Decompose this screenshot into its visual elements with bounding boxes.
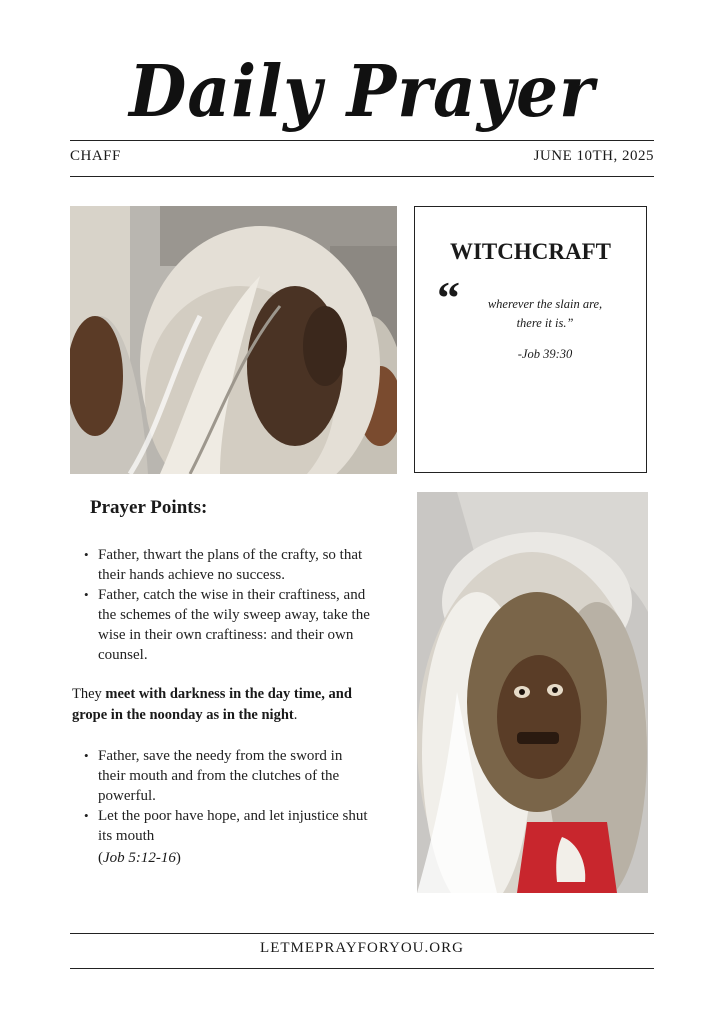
darkness-paragraph (72, 684, 372, 726)
footer-bottom-rule (70, 968, 654, 969)
ref-open: ( (98, 850, 103, 866)
masked-figure-portrait-photo (417, 492, 648, 893)
list-item: • Father, thwart the plans of the crafty, so that their hands achieve no success. (70, 545, 380, 585)
quote-line-1: wherever the slain are, (487, 297, 603, 311)
para-prefix: They (72, 686, 106, 702)
para-suffix: . (293, 707, 298, 723)
list-item: • Father, save the needy from the sword in their mouth and from the clutches of the powerful. (70, 746, 370, 806)
quote-reference: -Job 39:30 (517, 347, 573, 361)
footer-top-rule (70, 933, 654, 934)
scripture-reference (70, 848, 181, 868)
masked-figures-photo (70, 206, 397, 474)
feature-quote (475, 295, 615, 333)
prayer-points-heading: Prayer Points: (90, 497, 208, 518)
ref-close: ) (175, 850, 181, 866)
header-date: JUNE 10TH, 2025 (533, 148, 654, 164)
list-item: • Let the poor have hope, and let injustice shut its mouth (70, 806, 370, 846)
quote-line-2: there it is.” (516, 316, 574, 330)
prayer-points-list-a (70, 545, 380, 665)
page-title: Daily Prayer (129, 48, 595, 134)
feature-title: WITCHCRAFT (449, 239, 611, 264)
header-top-rule (70, 140, 654, 141)
para-bold: meet with darkness in the day time, and grope in the noonday as in the night (72, 686, 352, 723)
footer-website-link[interactable]: LETMEPRAYFORYOU.ORG (260, 940, 464, 956)
quote-mark-icon: “ (437, 272, 460, 323)
list-item: • Father, catch the wise in their craftiness, and the schemes of the wily sweep away, take the wise in their own craftiness: and their own counsel. (70, 585, 380, 665)
feature-quote-box (414, 206, 647, 473)
prayer-points-list-b (70, 746, 370, 846)
header-left-label: CHAFF (70, 148, 121, 164)
ref-text: Job 5:12-16 (103, 850, 176, 866)
header-bottom-rule (70, 176, 654, 177)
